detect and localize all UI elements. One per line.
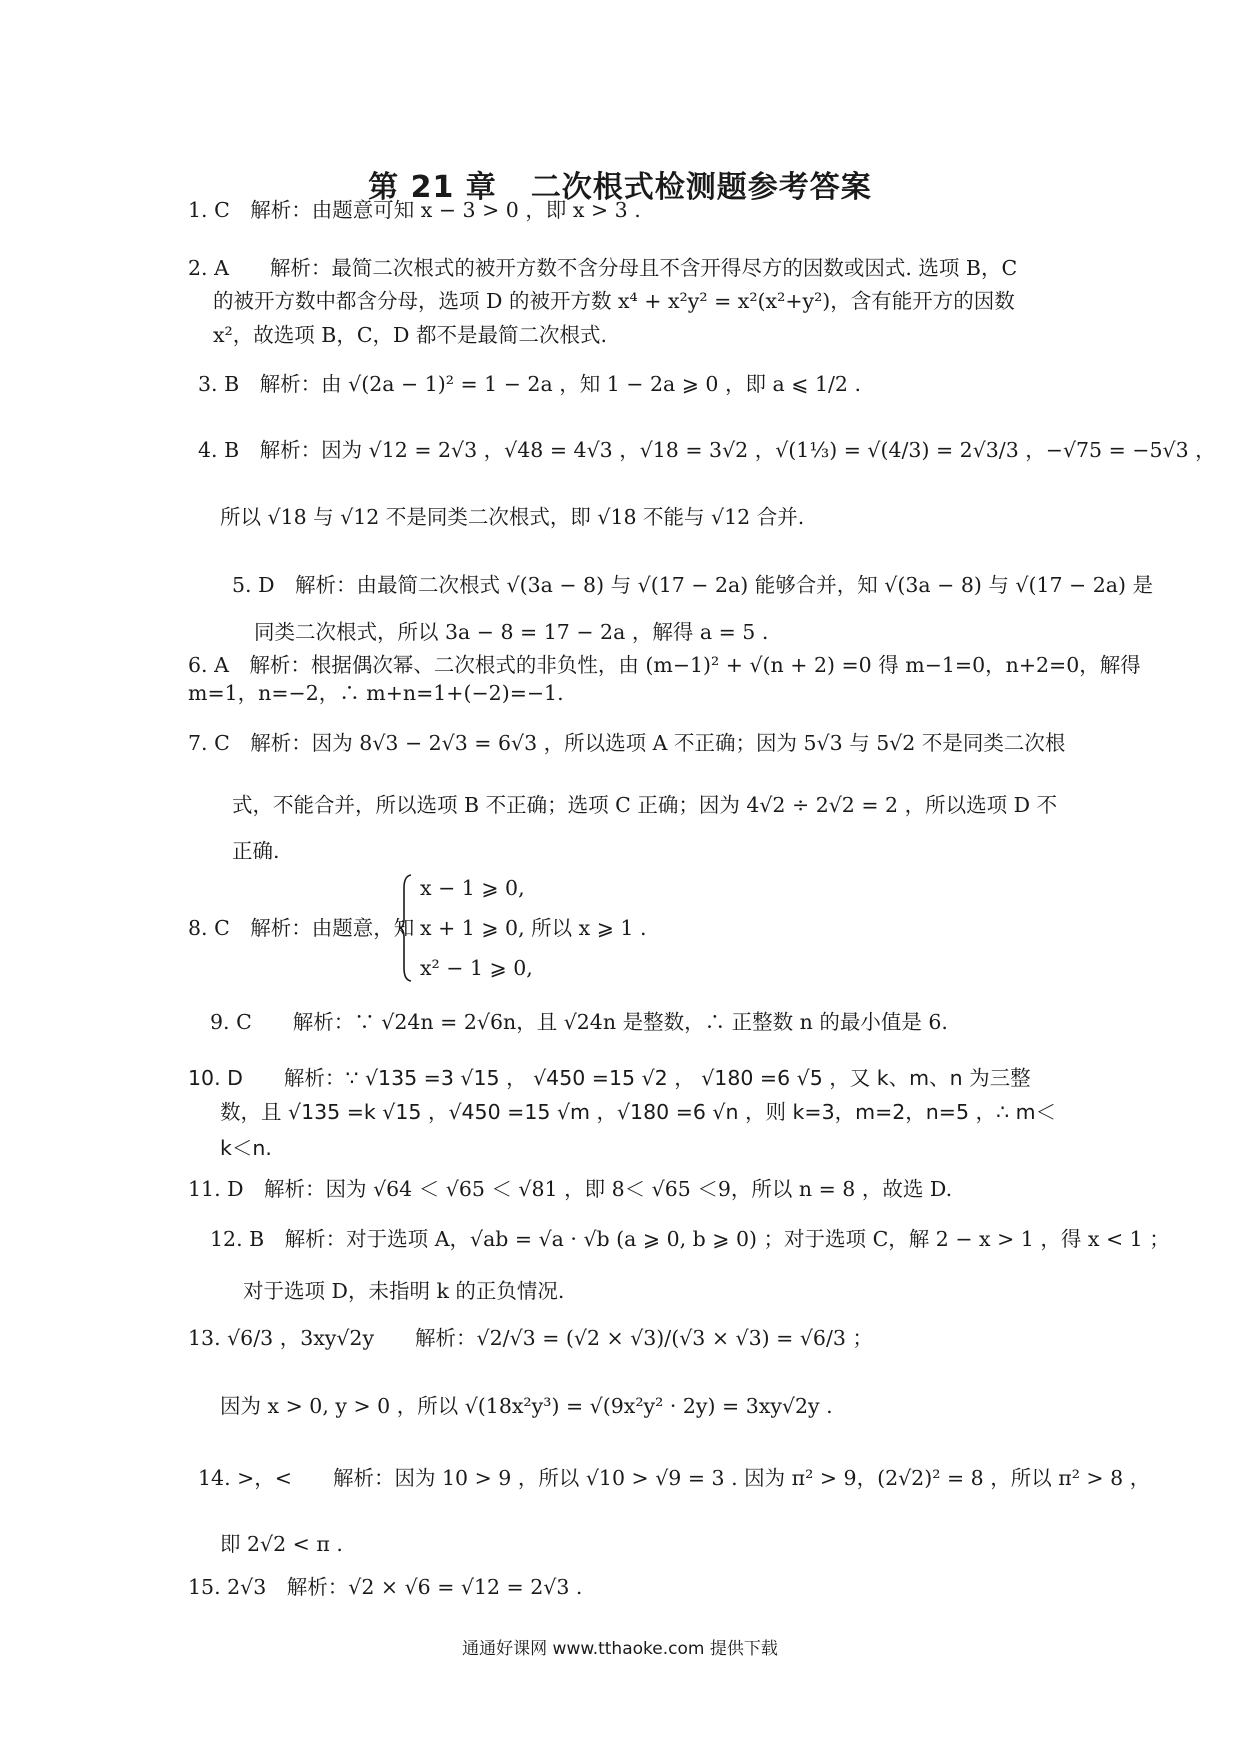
answer-5-line-1: 5. D 解析：由最简二次根式 √(3a − 8) 与 √(17 − 2a) 能够合并，知 √(3a − 8) 与 √(17 − 2a) 是 (232, 573, 1154, 597)
left-brace-icon (400, 874, 412, 982)
answer-4-line-1: 4. B 解析：因为 √12 = 2√3 ，√48 = 4√3 ，√18 = 3√2 ，√(1⅓) = √(4/3) = 2√3/3 ，−√75 = −5√3 ， (198, 438, 1216, 462)
answer-7-line-1: 7. C 解析：因为 8√3 − 2√3 = 6√3 ，所以选项 A 不正确；因为 5√3 与 5√2 不是同类二次根 (188, 731, 1066, 755)
answer-12-line-2: 对于选项 D，未指明 k 的正负情况. (243, 1279, 565, 1303)
system-line-1: x − 1 ⩾ 0, (420, 876, 525, 900)
answer-8-prefix: 8. C 解析：由题意，知 (188, 916, 415, 940)
answer-13-line-1: 13. √6/3 ，3xy√2y 解析：√2/√3 = (√2 × √3)/(√3 × √3) = √6/3 ； (188, 1326, 873, 1350)
answer-1: 1. C 解析：由题意可知 x − 3 > 0 ，即 x > 3 . (188, 198, 641, 222)
answer-2-line-1: 2. A 解析：最简二次根式的被开方数不含分母且不含开得尽方的因数或因式. 选项 B，C (188, 256, 1018, 280)
answer-7-line-2: 式，不能合并，所以选项 B 不正确；选项 C 正确；因为 4√2 ÷ 2√2 = 2 ，所以选项 D 不 (232, 793, 1058, 817)
answer-3: 3. B 解析：由 √(2a − 1)² = 1 − 2a ，知 1 − 2a ⩾ 0 ，即 a ⩽ 1/2 . (198, 372, 861, 396)
answer-14-line-2: 即 2√2 < π . (220, 1532, 343, 1556)
answer-15: 15. 2√3 解析：√2 × √6 = √12 = 2√3 . (188, 1575, 583, 1599)
chapter-label: 第 21 章 (368, 170, 497, 205)
answer-10-line-3: k＜n. (220, 1136, 272, 1160)
answer-2-line-2: 的被开方数中都含分母，选项 D 的被开方数 x⁴ + x²y² = x²(x²+y²)，含有能开方的因数 (213, 289, 1015, 313)
answer-13-line-2: 因为 x > 0, y > 0 ，所以 √(18x²y³) = √(9x²y² · 2y) = 3xy√2y . (220, 1394, 833, 1418)
answer-7-line-3: 正确. (232, 839, 280, 863)
answer-9: 9. C 解析：∵ √24n = 2√6n，且 √24n 是整数，∴ 正整数 n 的最小值是 6. (210, 1010, 948, 1034)
footer-source: 通通好课网 www.tthaoke.com 提供下载 (462, 1639, 778, 1659)
answer-11: 11. D 解析：因为 √64 ＜ √65 ＜ √81 ，即 8＜ √65 ＜9，所以 n = 8 ，故选 D. (188, 1177, 953, 1201)
answer-12-line-1: 12. B 解析：对于选项 A，√ab = √a · √b (a ⩾ 0, b ⩾ 0) ；对于选项 C，解 2 − x > 1 ，得 x < 1 ； (210, 1227, 1170, 1251)
title-text: 二次根式检测题参考答案 (530, 170, 872, 205)
system-line-2: x + 1 ⩾ 0, 所以 x ⩾ 1 . (420, 916, 647, 940)
answer-6-line-2: m=1，n=−2，∴ m+n=1+(−2)=−1. (188, 681, 564, 705)
answer-10-line-2: 数，且 √135 =k √15 ，√450 =15 √m ，√180 =6 √n ，则 k=3，m=2，n=5 ，∴ m＜ (220, 1100, 1057, 1124)
answer-14-line-1: 14. >，< 解析：因为 10 > 9 ，所以 √10 > √9 = 3 . 因为 π² > 9，(2√2)² = 8 ，所以 π² > 8 ， (198, 1466, 1151, 1490)
answer-4-line-2: 所以 √18 与 √12 不是同类二次根式，即 √18 不能与 √12 合并. (220, 505, 805, 529)
answer-2-line-3: x²，故选项 B，C，D 都不是最简二次根式. (213, 323, 608, 347)
answer-6-line-1: 6. A 解析：根据偶次幂、二次根式的非负性，由 (m−1)² + √(n + 2) =0 得 m−1=0，n+2=0，解得 (188, 653, 1141, 677)
answer-10-line-1: 10. D 解析：∵ √135 =3 √15 ， √450 =15 √2 ， √180 =6 √5 ，又 k、m、n 为三整 (188, 1066, 1031, 1090)
system-line-3: x² − 1 ⩾ 0, (420, 956, 533, 980)
answer-5-line-2: 同类二次根式，所以 3a − 8 = 17 − 2a ，解得 a = 5 . (254, 620, 769, 644)
